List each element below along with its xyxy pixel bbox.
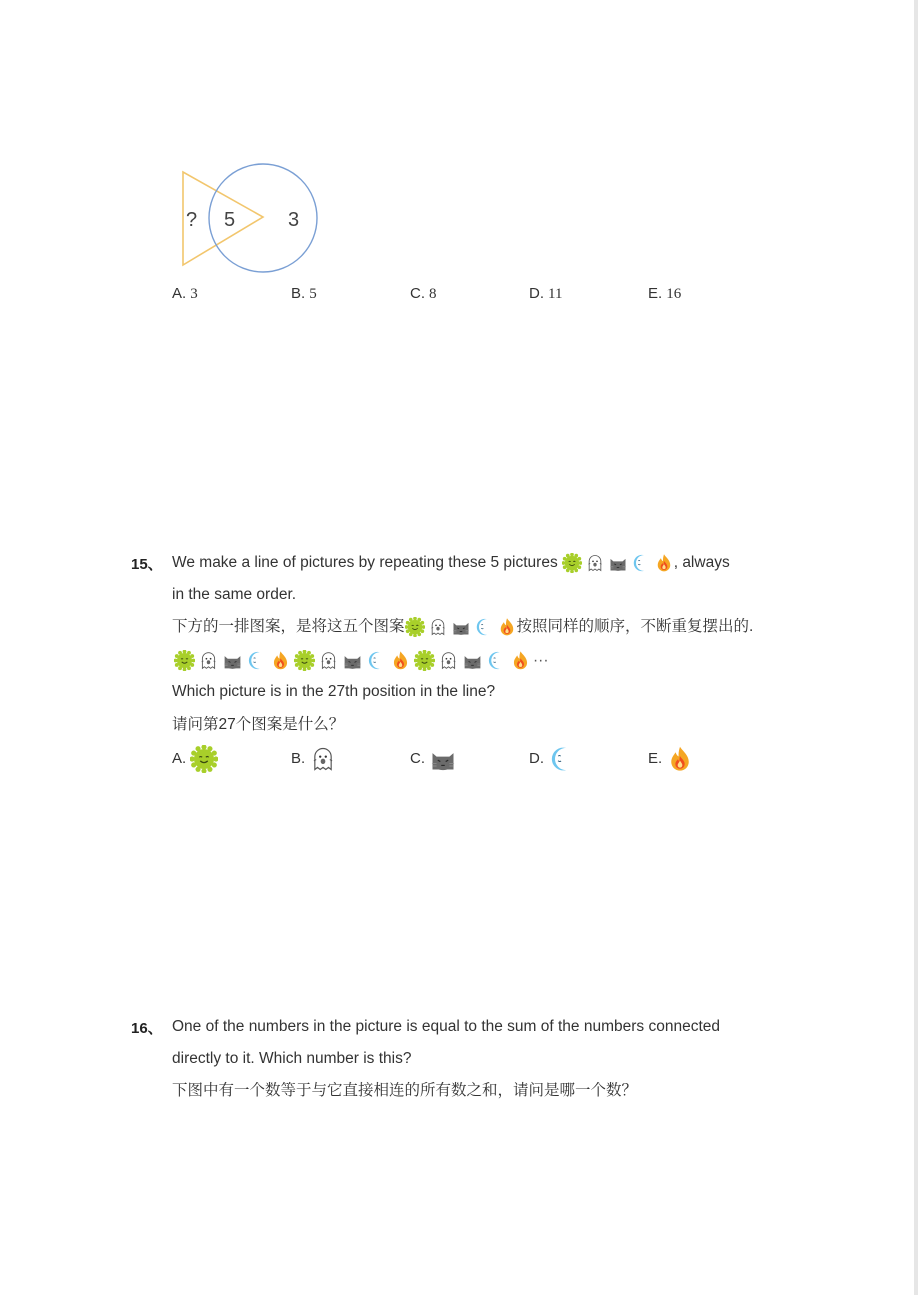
moon-icon xyxy=(246,650,267,671)
option-letter: B. xyxy=(291,285,306,302)
ghost-icon xyxy=(198,650,219,671)
venn-diagram xyxy=(170,160,330,278)
sun-icon xyxy=(562,553,582,573)
cat-icon xyxy=(451,617,471,637)
q15-option-c[interactable] xyxy=(410,745,457,773)
q15-option-e[interactable] xyxy=(648,745,694,773)
page-edge xyxy=(914,0,918,1295)
ghost-icon xyxy=(428,617,448,637)
ghost-icon xyxy=(438,650,459,671)
option-letter: E. xyxy=(648,750,663,767)
q15-question-cn: 请问第27个图案是什么？ xyxy=(172,716,345,733)
sun-icon xyxy=(174,650,195,671)
q15-cn-suffix: 按照同样的顺序，不断重复摆出的. xyxy=(516,618,754,635)
cat-icon xyxy=(222,650,243,671)
cat-icon xyxy=(608,553,628,573)
q14-option-a[interactable] xyxy=(172,284,198,304)
q14-option-b[interactable] xyxy=(291,284,317,304)
q15-option-a[interactable] xyxy=(172,745,218,773)
sun-icon xyxy=(190,745,218,773)
option-letter: A. xyxy=(172,750,187,767)
q15-option-d[interactable] xyxy=(529,745,576,773)
q15-line1-text: We make a line of pictures by repeating these 5 pictures xyxy=(172,554,558,571)
q15-number: 15、 xyxy=(131,556,163,573)
q15-line1-suffix: , always xyxy=(673,554,730,571)
q14-option-e[interactable] xyxy=(648,284,681,304)
moon-icon xyxy=(631,553,651,573)
q15-sequence xyxy=(174,650,549,671)
ghost-icon xyxy=(318,650,339,671)
option-letter: C. xyxy=(410,285,425,302)
q15-line1 xyxy=(172,553,730,573)
q16-number: 16、 xyxy=(131,1020,163,1037)
q15-option-b[interactable] xyxy=(291,745,337,773)
option-value: 3 xyxy=(190,286,198,302)
q15-cn-line xyxy=(172,617,753,637)
option-letter: D. xyxy=(529,750,544,767)
sun-icon xyxy=(294,650,315,671)
q16-line1: One of the numbers in the picture is equal to the sum of the numbers connected xyxy=(172,1018,720,1035)
option-value: 5 xyxy=(309,286,317,302)
sun-icon xyxy=(414,650,435,671)
option-value: 16 xyxy=(666,286,682,302)
fire-icon xyxy=(390,650,411,671)
ghost-icon xyxy=(585,553,605,573)
fire-icon xyxy=(497,617,517,637)
q14-option-d[interactable] xyxy=(529,284,562,304)
option-value: 11 xyxy=(548,286,563,302)
cat-icon xyxy=(462,650,483,671)
cat-icon xyxy=(429,745,457,773)
left-region-label: ? xyxy=(186,209,198,231)
option-letter: D. xyxy=(529,285,544,302)
moon-icon xyxy=(548,745,576,773)
right-region-label: 3 xyxy=(288,209,300,231)
option-letter: C. xyxy=(410,750,425,767)
sequence-ellipsis: ··· xyxy=(533,651,549,669)
fire-icon xyxy=(270,650,291,671)
cat-icon xyxy=(342,650,363,671)
q15-line2: in the same order. xyxy=(172,586,297,603)
q16-cn-line: 下图中有一个数等于与它直接相连的所有数之和，请问是哪一个数？ xyxy=(172,1082,638,1099)
option-value: 8 xyxy=(429,286,437,302)
fire-icon xyxy=(654,553,674,573)
q14-option-c[interactable] xyxy=(410,284,437,304)
option-letter: B. xyxy=(291,750,306,767)
option-letter: A. xyxy=(172,285,187,302)
fire-icon xyxy=(510,650,531,671)
moon-icon xyxy=(474,617,494,637)
moon-icon xyxy=(366,650,387,671)
fire-icon xyxy=(666,745,694,773)
q15-question-en: Which picture is in the 27th position in the line? xyxy=(172,683,496,700)
q15-cn-text: 下方的一排图案，是将这五个图案 xyxy=(172,618,405,635)
moon-icon xyxy=(486,650,507,671)
sun-icon xyxy=(405,617,425,637)
middle-region-label: 5 xyxy=(224,209,236,231)
option-letter: E. xyxy=(648,285,663,302)
q16-line2: directly to it. Which number is this? xyxy=(172,1050,412,1067)
ghost-icon xyxy=(309,745,337,773)
